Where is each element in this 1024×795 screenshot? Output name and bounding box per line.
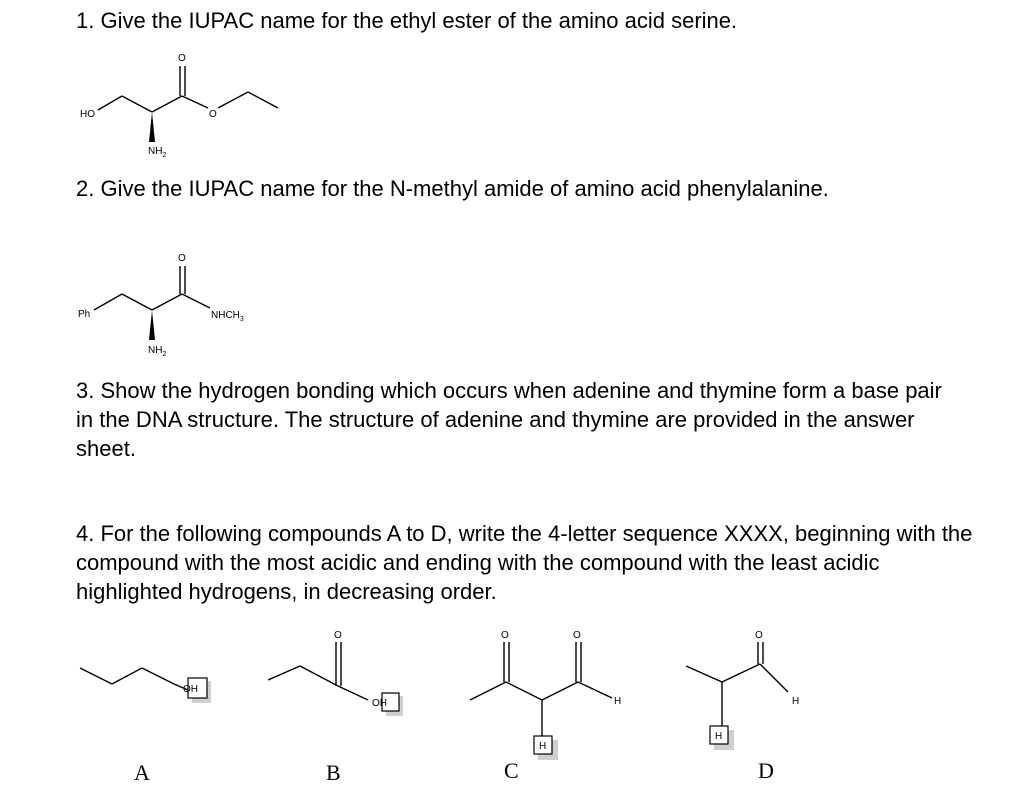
wedge-bond	[149, 310, 155, 340]
question-3: 3. Show the hydrogen bonding which occurs when adenine and thymine form a base pair in the DNA structure. The structure of adenine and thymine are provided in the answer sheet.	[76, 378, 942, 461]
hydroxyl-label: HO	[80, 109, 95, 120]
compound-c-label: C	[504, 758, 519, 783]
methylamide-label: $NHCH_3$	[211, 310, 244, 323]
aldehyde-hydrogen-label: H	[614, 696, 622, 707]
compound-b-label: B	[326, 760, 341, 785]
compound-d-structure	[680, 620, 850, 790]
phenyl-label: Ph	[78, 309, 91, 320]
compound-c-structure	[460, 620, 660, 790]
question-1: 1. Give the IUPAC name for the ethyl ester of the amino acid serine.	[76, 8, 738, 33]
carbonyl-oxygen-1-label: O	[501, 630, 509, 641]
carbonyl-oxygen-label: O	[755, 630, 763, 641]
compound-d-label: D	[758, 758, 774, 783]
hydroxyl-label: OH	[372, 698, 387, 709]
aldehyde-hydrogen-label: H	[792, 696, 800, 707]
compound-a-structure	[70, 620, 240, 790]
serine-ethyl-ester-structure	[70, 48, 290, 163]
carbonyl-oxygen-label: O	[178, 53, 186, 64]
amine-label: $NH_2$	[148, 345, 167, 358]
wedge-bond	[149, 112, 155, 142]
carbonyl-oxygen-2-label: O	[573, 630, 581, 641]
phenylalanine-methylamide-structure	[70, 248, 290, 363]
compound-b-structure	[260, 620, 430, 790]
question-2: 2. Give the IUPAC name for the N-methyl amide of amino acid phenylalanine.	[76, 176, 829, 201]
compound-a-label: A	[134, 760, 150, 785]
ester-oxygen-label: O	[209, 109, 217, 120]
hydroxyl-label: OH	[183, 684, 198, 695]
carbonyl-oxygen-label: O	[178, 253, 186, 264]
question-4: 4. For the following compounds A to D, write the 4-letter sequence XXXX, beginning with the compound with the most acidic and ending with the compound with the least acidic highlighted hydrogens, in decreasing order.	[76, 521, 973, 604]
carbonyl-oxygen-label: O	[334, 630, 342, 641]
alpha-hydrogen-label: H	[715, 731, 723, 742]
alpha-hydrogen-label: H	[539, 741, 547, 752]
amine-label: $NH_2$	[148, 146, 167, 159]
